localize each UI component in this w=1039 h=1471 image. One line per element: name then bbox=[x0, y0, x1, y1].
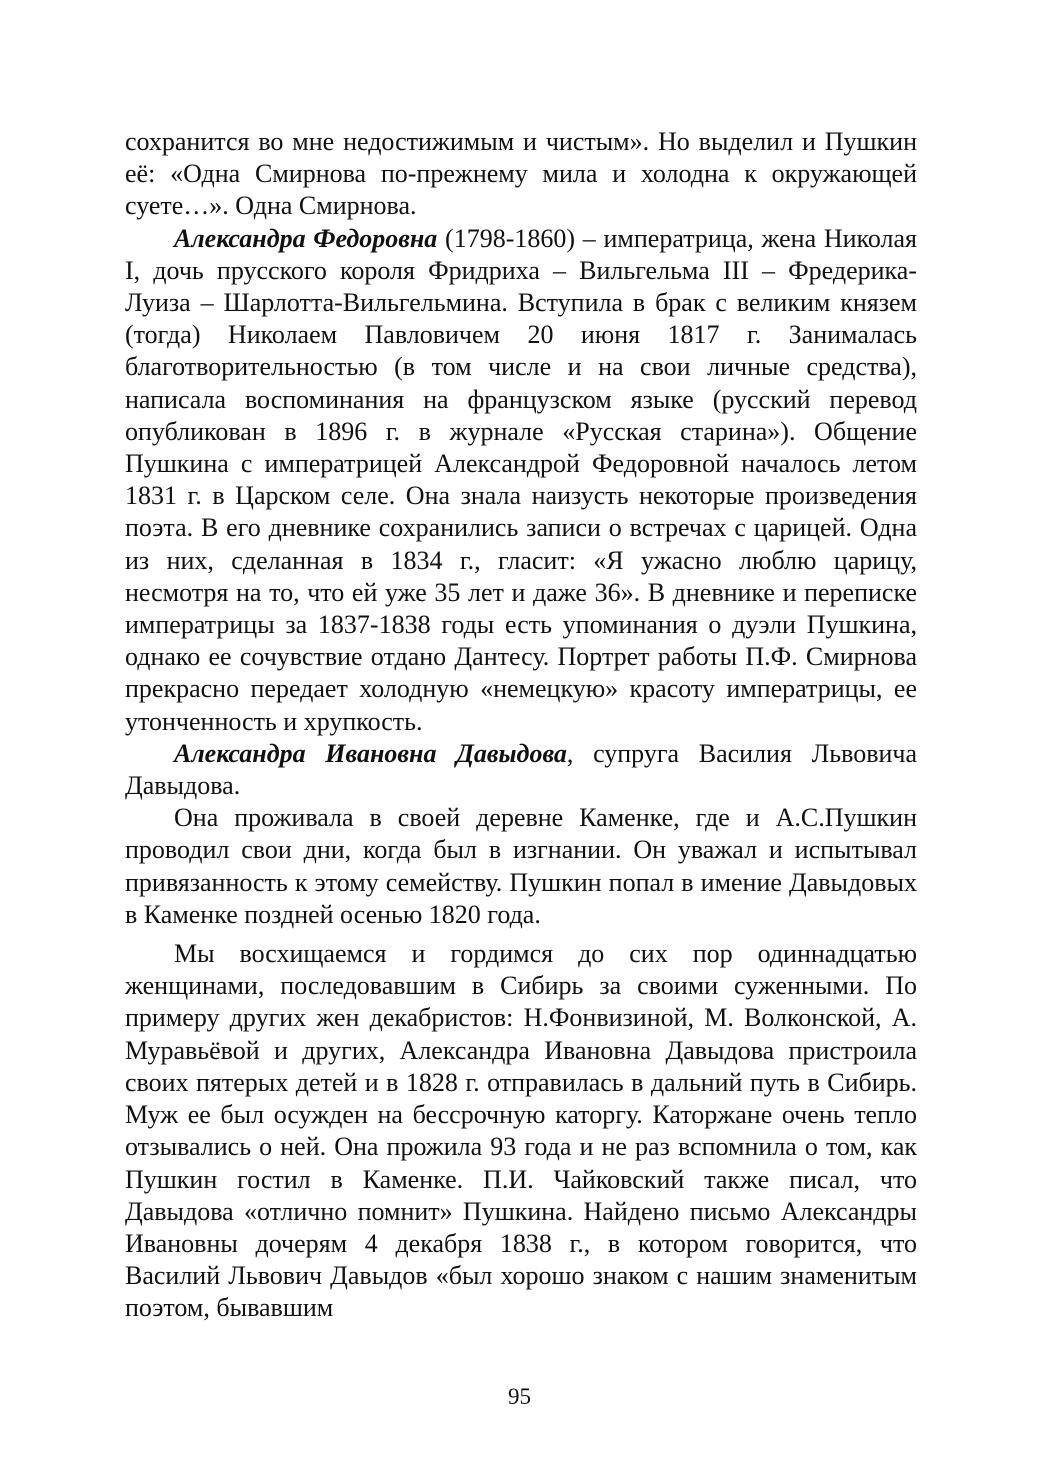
paragraph-alexandra-davydova bbox=[125, 738, 917, 802]
paragraph-text: Она проживала в своей деревне Каменке, где и А.С.Пушкин проводил свои дни, когда был в изгнании. Он уважал и испытывал привязанность к этому семейству. Пушкин попал в имение Давыдовых в Каменке поздней осенью 1820 года. bbox=[125, 803, 917, 929]
page-number: 95 bbox=[508, 1384, 531, 1409]
entry-name: Александра Ивановна Давыдова bbox=[174, 738, 567, 768]
paragraph-text: Мы восхищаемся и гордимся до сих пор одиннадцатью женщинами, последовавшим в Сибирь за своими суженными. По примеру других жен декабристов: Н.Фонвизиной, М. Волконской, А. Муравьёвой и других, Александра Ивановна Давыдова пристроила своих пятерых детей и в 1828 г. отправилась в дальний путь в Сибирь. Муж ее был осужден на бессрочную каторгу. Каторжане очень тепло отзывались о ней. Она прожила 93 года и не раз вспомнила о том, как Пушкин гостил в Каменке. П.И. Чайковский также писал, что Давыдова «отлично помнит» Пушкина. Найдено письмо Александры Ивановны дочерям 4 декабря 1838 г., в котором говорится, что Василий Львович Давыдов «был хорошо знаком с нашим знаменитым поэтом, бывавшим bbox=[125, 939, 917, 1323]
paragraph-kamenka bbox=[125, 802, 917, 931]
paragraph-smirnova-ending bbox=[125, 126, 917, 223]
paragraph-text: , супруга Василия Львовича Давыдова. bbox=[125, 738, 917, 801]
paragraph-text: (1798-1860) – императрица, жена Николая I, дочь прусского короля Фридриха – Вильгельма III – Фредерика-Луиза – Шарлотта-Вильгельмина. Вступила в брак с великим князем (тогда) Николаем Павловичем 20 июня 1817 г. Занималась благотворительностью (в том числе и на свои личные средства), написала воспоминания на французском языке (русский перевод опубликован в 1896 г. в журнале «Русская старина»). Общение Пушкина с императрицей Александрой Федоровной началось летом 1831 г. в Царском селе. Она знала наизусть некоторые произведения поэта. В его дневнике сохранились записи о встречах с царицей. Одна из них, сделанная в 1834 г., гласит: «Я ужасно люблю царицу, несмотря на то, что ей уже 35 лет и даже 36». В дневнике и переписке императрицы за 1837-1838 годы есть упоминания о дуэли Пушкина, однако ее сочувствие отдано Дантесу. Портрет работы П.Ф. Смирнова прекрасно передает холодную «немецкую» красоту императрицы, ее утонченность и хрупкость. bbox=[125, 223, 917, 736]
paragraph-text: сохранится во мне недостижимым и чистым». Но выделил и Пушкин её: «Одна Смирнова по-прежнему мила и холодна к окружающей суете…». Одна Смирнова. bbox=[125, 127, 917, 221]
entry-name: Александра Федоровна bbox=[174, 223, 438, 253]
paragraph-alexandra-fedorovna bbox=[125, 223, 917, 738]
paragraph-decembrist-wives bbox=[125, 938, 917, 1324]
page-body bbox=[125, 126, 917, 1325]
